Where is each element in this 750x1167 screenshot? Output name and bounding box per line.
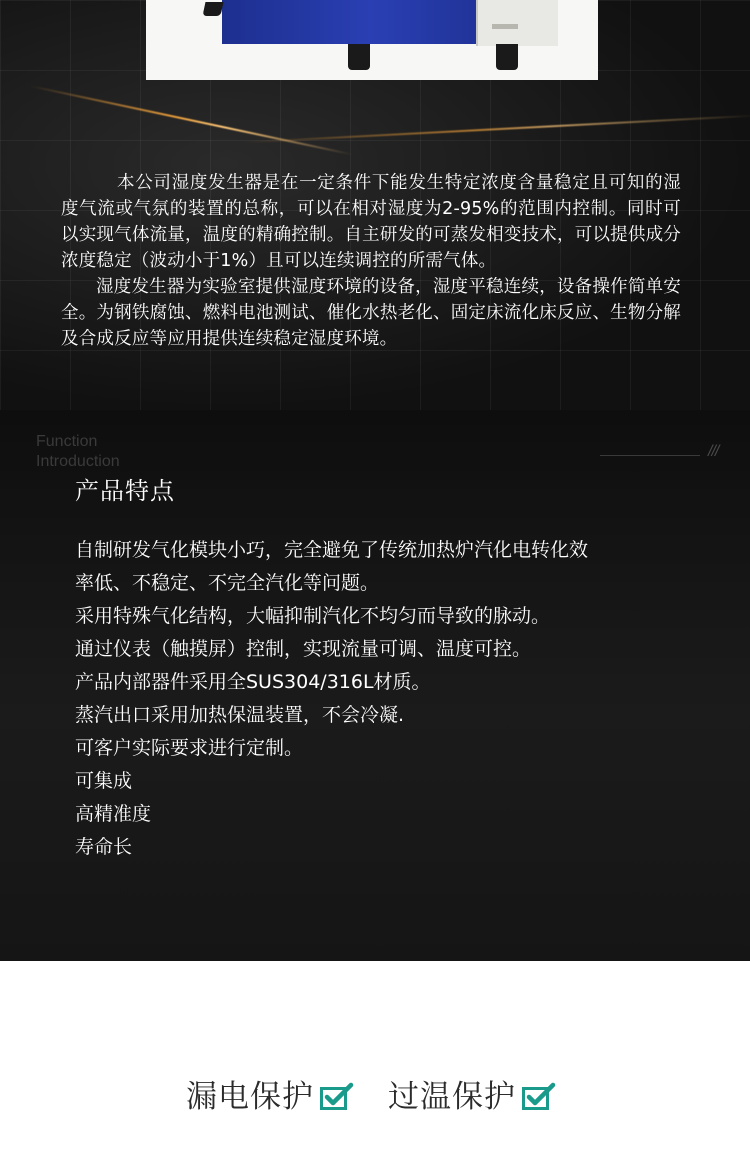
feature-item: 蒸汽出口采用加热保温装置，不会冷凝. xyxy=(75,704,405,726)
machine-foot xyxy=(203,2,224,16)
light-streak-decoration xyxy=(30,85,353,156)
machine-foot xyxy=(348,44,370,70)
protection-section xyxy=(0,961,750,1167)
feature-item: 自制研发气化模块小巧，完全避免了传统加热炉汽化电转化效 xyxy=(75,539,589,561)
feature-item: 率低、不稳定、不完全汽化等问题。 xyxy=(75,572,380,594)
feature-item: 采用特殊气化结构，大幅抑制汽化不均匀而导致的脉动。 xyxy=(75,605,551,627)
intro-text xyxy=(61,170,681,352)
features-section xyxy=(0,410,750,961)
feature-item: 寿命长 xyxy=(75,836,133,858)
divider-line xyxy=(600,455,700,456)
feature-item: 通过仪表（触摸屏）控制，实现流量可调、温度可控。 xyxy=(75,638,532,660)
slash-decoration: /// xyxy=(708,443,719,460)
feature-item: 可集成 xyxy=(75,770,133,792)
checkbox-checked-icon xyxy=(320,1082,354,1110)
checkbox-checked-icon xyxy=(522,1082,556,1110)
function-introduction-label: Function Introduction xyxy=(36,433,120,470)
feature-item: 产品内部器件采用全SUS304/316L材质。 xyxy=(75,671,431,693)
machine-foot xyxy=(496,44,518,70)
feature-list xyxy=(75,534,675,864)
intro-paragraph: 湿度发生器为实验室提供湿度环境的设备，湿度平稳连续，设备操作简单安全。为钢铁腐蚀、燃料电池测试、催化水热老化、固定床流化床反应、生物分解及合成反应等应用提供连续稳定湿度环境。 xyxy=(61,277,681,349)
intro-paragraph: 本公司湿度发生器是在一定条件下能发生特定浓度含量稳定且可知的湿度气流或气氛的装置的总称，可以在相对湿度为2-95%的范围内控制。同时可以实现气体流量，温度的精确控制。自主研发的可蒸发相变技术，可以提供成分浓度稳定（波动小于1%）且可以连续调控的所需气体。 xyxy=(61,173,681,271)
leakage-protection xyxy=(186,1073,354,1113)
features-title: 产品特点 xyxy=(75,477,175,505)
feature-item: 可客户实际要求进行定制。 xyxy=(75,737,304,759)
over-temperature-protection xyxy=(388,1073,556,1113)
intro-section xyxy=(0,0,750,410)
product-image xyxy=(146,0,598,80)
light-streak-decoration xyxy=(240,114,750,143)
feature-item: 高精准度 xyxy=(75,803,152,825)
protection-label: 漏电保护 xyxy=(186,1078,314,1115)
protection-label: 过温保护 xyxy=(388,1078,516,1115)
machine-panel xyxy=(476,0,558,46)
